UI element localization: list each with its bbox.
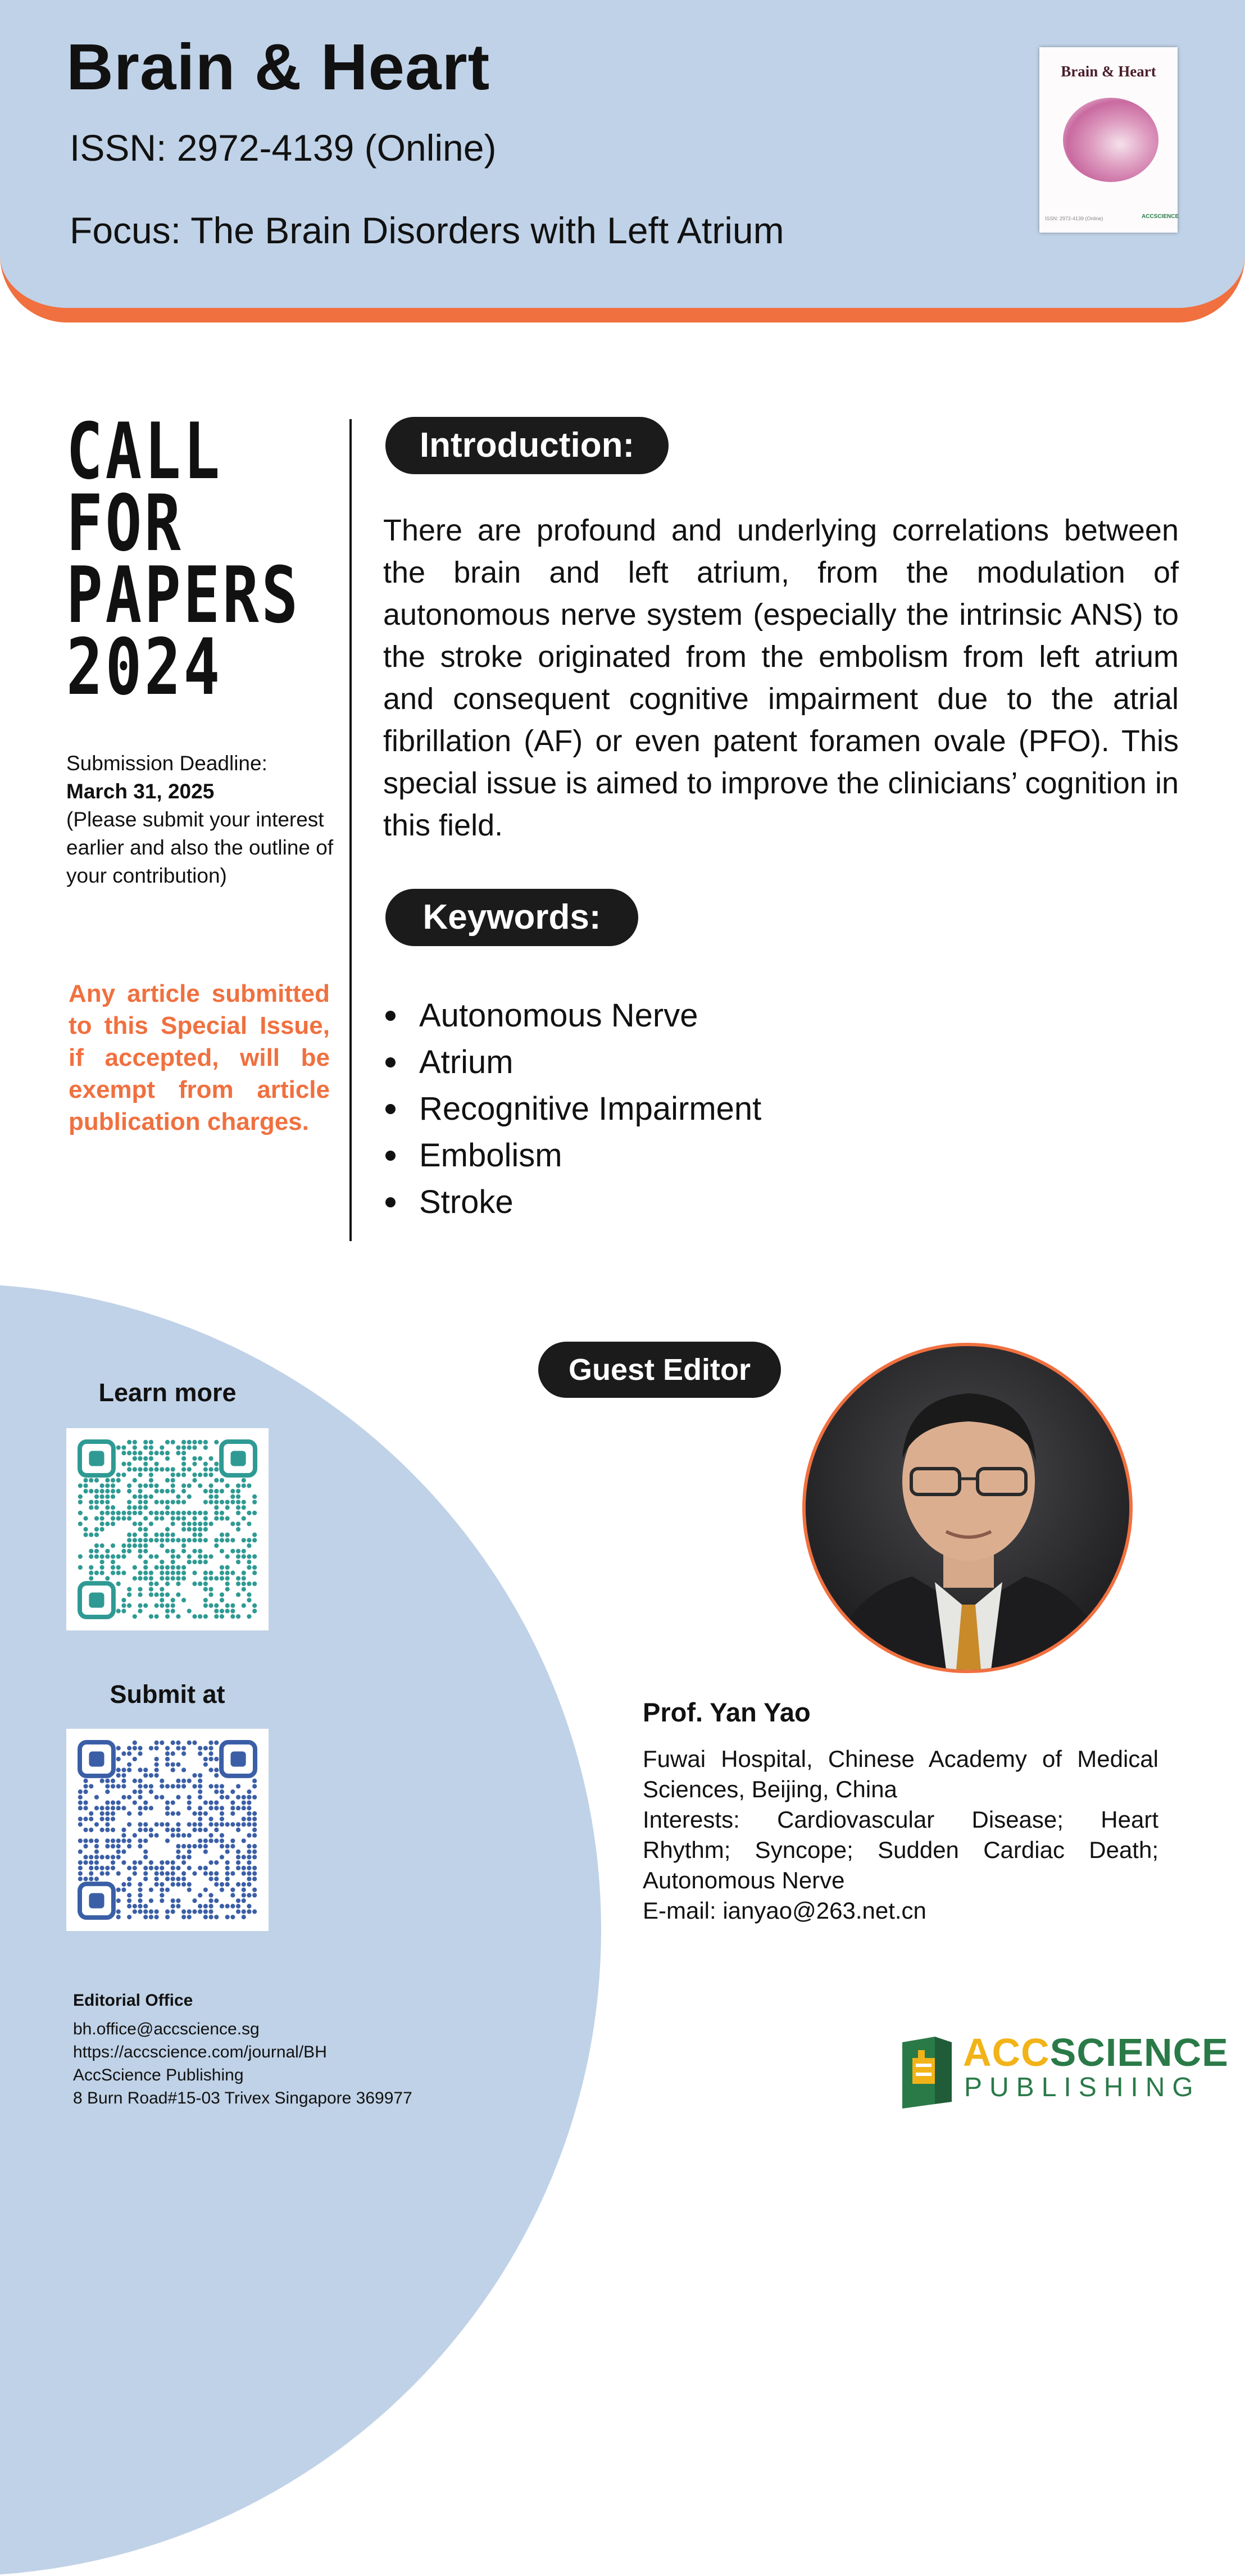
bullet-icon [385, 1151, 396, 1161]
deadline-date: March 31, 2025 [66, 780, 215, 803]
deadline-label: Submission Deadline: [66, 752, 267, 775]
logo-wordmark: ACCSCIENCE [963, 2030, 1229, 2074]
accscience-logo-icon [899, 2031, 955, 2110]
submission-deadline [66, 749, 353, 890]
learn-more-label: Learn more [98, 1378, 237, 1407]
fee-exemption-note: Any article submitted to this Special Issue, if accepted, will be exempt from article publication charges. [69, 980, 330, 1135]
keywords-heading: Keywords: [385, 889, 638, 946]
editorial-office-heading: Editorial Office [73, 1991, 193, 2010]
journal-cover-image [1039, 47, 1178, 233]
cfp-line: PAPERS [66, 550, 301, 640]
editor-interests: Interests: Cardiovascular Disease; Heart Rhythm; Syncope; Sudden Cardiac Death; Autonomous Nerve [643, 1806, 1158, 1893]
office-url[interactable]: https://accscience.com/journal/BH [73, 2043, 327, 2061]
introduction-text: There are profound and underlying correlations between the brain and left atrium, from the modulation of autonomous nerve system (especially the intrinsic ANS) to the stroke originated from the embolism from left atrium and consequent cognitive impairment due to the atrial fibrillation (AF) or even patent foramen ovale (PFO). This special issue is aimed to improve the clinicians’ cognition in this field. [383, 514, 1179, 842]
editor-affiliation: Fuwai Hospital, Chinese Academy of Medical Sciences, Beijing, China [643, 1746, 1158, 1802]
keyword-item: Recognitive Impairment [383, 1085, 761, 1132]
office-email[interactable]: bh.office@accscience.sg [73, 2020, 260, 2038]
keyword-item: Embolism [383, 1132, 761, 1179]
cfp-line: FOR [66, 478, 184, 569]
bullet-icon [385, 1104, 396, 1114]
journal-title: Brain & Heart [66, 30, 490, 103]
submit-at-label: Submit at [110, 1680, 225, 1709]
editorial-office [73, 1989, 412, 2110]
bullet-icon [385, 1197, 396, 1207]
call-for-papers-heading [66, 406, 301, 712]
learn-more-qr-code[interactable] [66, 1428, 269, 1630]
guest-editor-heading: Guest Editor [538, 1342, 781, 1398]
cfp-line: CALL [66, 406, 222, 497]
keyword-item: Stroke [383, 1179, 761, 1225]
editor-bio [643, 1744, 1158, 1926]
editor-email[interactable]: E-mail: ianyao@263.net.cn [643, 1897, 926, 1924]
cfp-line: 2024 [66, 622, 222, 712]
keywords-list [383, 992, 761, 1225]
cover-logo: ACCSCIENCE [1142, 213, 1179, 220]
submit-qr-code[interactable] [66, 1729, 269, 1931]
logo-publishing: PUBLISHING [964, 2073, 1201, 2102]
keyword-item: Atrium [383, 1039, 761, 1085]
editor-name: Prof. Yan Yao [643, 1697, 811, 1727]
bullet-icon [385, 1011, 396, 1021]
issn-line: ISSN: 2972-4139 (Online) [70, 127, 497, 169]
cover-title: Brain & Heart [1061, 63, 1156, 80]
focus-line: Focus: The Brain Disorders with Left Atrium [70, 210, 784, 251]
cover-artwork [1063, 98, 1158, 182]
office-publisher: AccScience Publishing [73, 2066, 244, 2084]
deadline-note: (Please submit your interest earlier and also the outline of your contribution) [66, 808, 334, 887]
office-address: 8 Burn Road#15-03 Trivex Singapore 369977 [73, 2089, 412, 2107]
divider [349, 419, 352, 1241]
keyword-item: Autonomous Nerve [383, 992, 761, 1039]
introduction-heading: Introduction: [385, 417, 669, 474]
editor-photo [802, 1343, 1133, 1673]
cover-issn: ISSN: 2972-4139 (Online) [1045, 216, 1103, 221]
bullet-icon [385, 1057, 396, 1067]
